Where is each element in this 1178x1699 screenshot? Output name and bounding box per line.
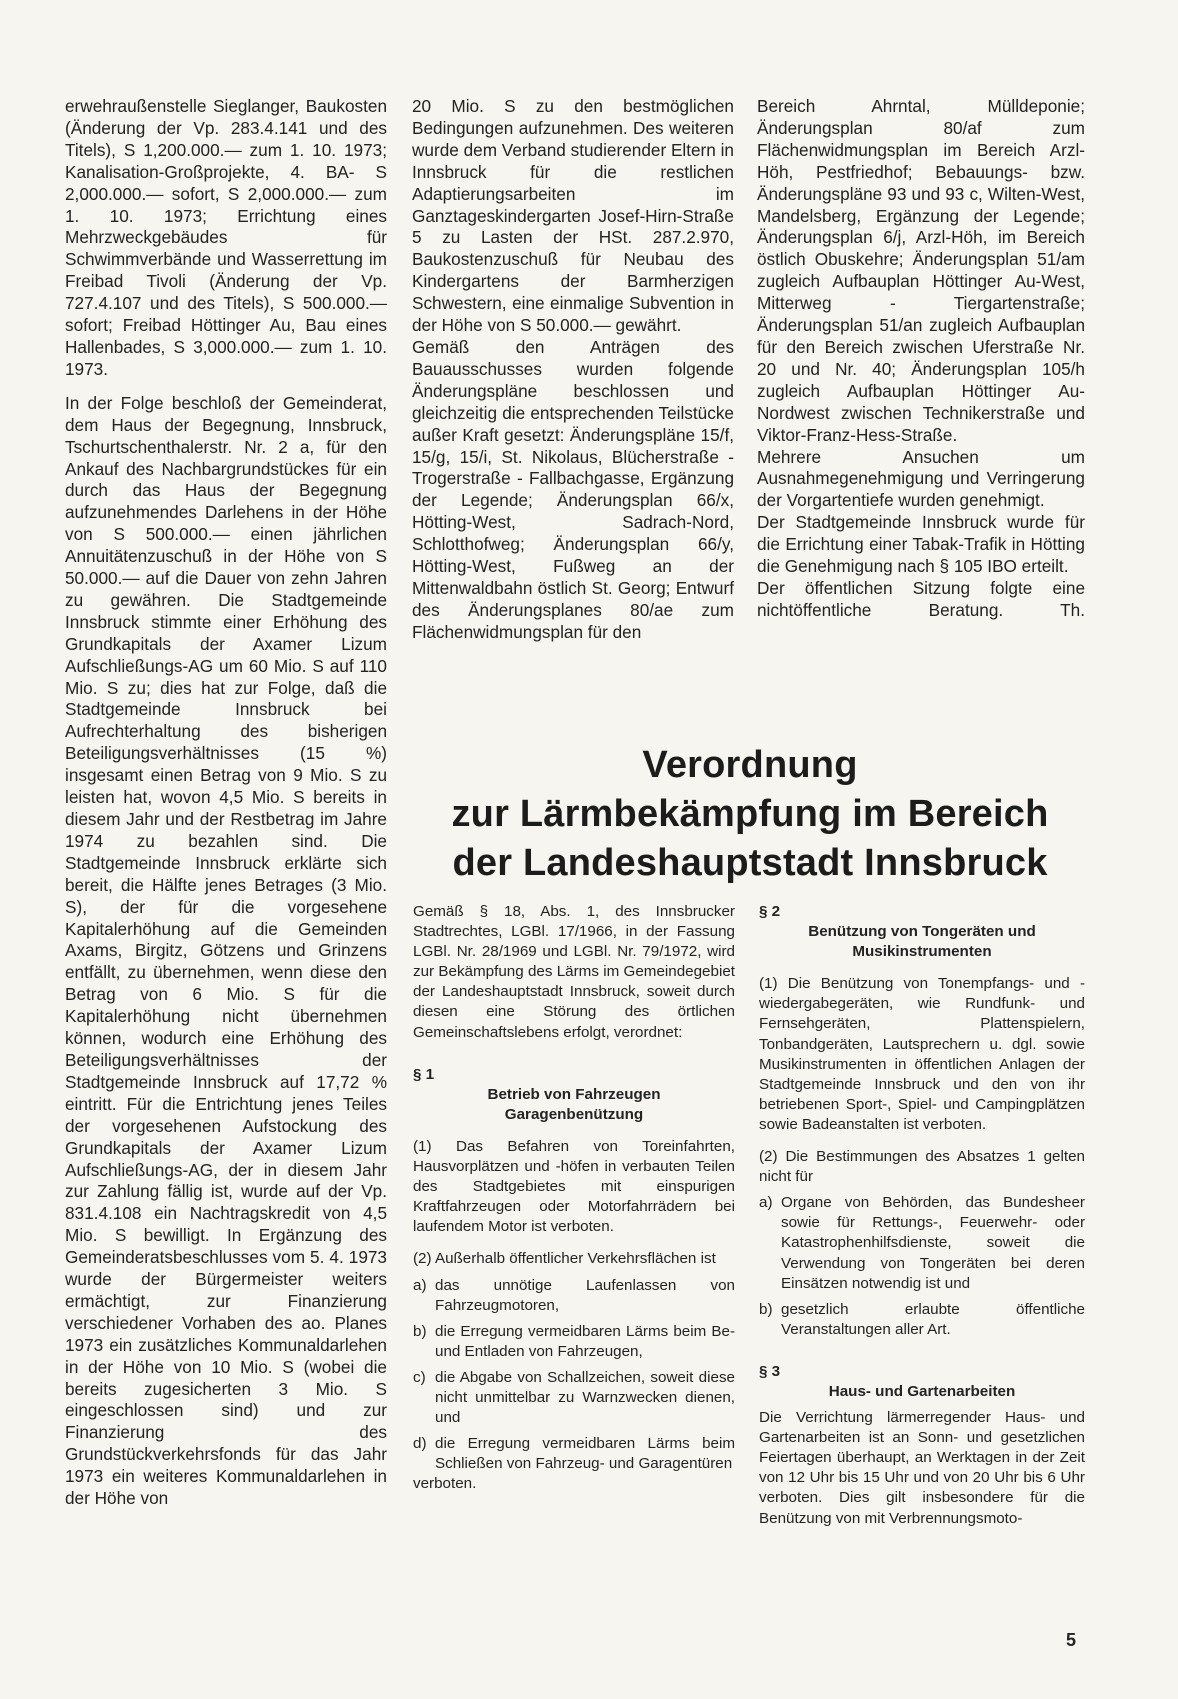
section-2-paragraph-2: (2) Die Bestimmungen des Absatzes 1 gelten nicht für (759, 1148, 1085, 1186)
section-1-number: § 1 (413, 1065, 435, 1083)
section-2-item-b (759, 1300, 1085, 1340)
col3-paragraph-4 (757, 578, 1085, 622)
section-2-item-a (759, 1193, 1085, 1293)
item-label: c) (413, 1368, 426, 1386)
item-text: die Erregung vermeidbaren Lärms beim Schließen von Fahrzeug- und Garagentüren (435, 1435, 735, 1473)
item-text: die Abgabe von Schallzeichen, soweit diese nicht unmittelbar zu Warnzwecken dienen, und (435, 1368, 735, 1427)
ordinance-intro: Gemäß § 18, Abs. 1, des Innsbrucker Stadtrechtes, LGBl. 17/1966, in der Fassung LGBl. Nr. 28/1969 und LGBl. Nr. 79/1972, wird zur Bekämpfung des Lärms im Gemeindegebiet der Landeshauptstadt Innsbruck, soweit durch diesen eine Störung des örtlichen Gemeinschaftslebens erfolgt, verordnet: (413, 903, 735, 1041)
headline-line-1: Verordnung (642, 744, 858, 786)
col1-paragraph-2: In der Folge beschloß der Gemeinderat, dem Haus der Begegnung, Innsbruck, Tschurtschenthalerstr. Nr. 2 a, für den Ankauf des Nachbargrundstückes für ein durch das Haus der Begegnung aufzunehmendes Darlehens in der Höhe von S 500.000.— einen jährlichen Annuitätenzuschuß in der Höhe von S 50.000.— auf die Dauer von zehn Jahren zu gewähren. Die Stadtgemeinde Innsbruck stimmte einer Erhöhung des Grundkapitals der Axamer Lizum Aufschließungs-AG um 60 Mio. S auf 110 Mio. S zu; dies hat zur Folge, daß die Stadtgemeinde Innsbruck bei Aufrechterhaltung des bisherigen Beteiligungsverhältnisses (15 %) insgesamt einen Betrag von 9 Mio. S zu leisten hat, wovon 4,5 Mio. S bereits in diesem Jahr und der Restbetrag im Jahre 1974 zu bezahlen sind. Die Stadtgemeinde Innsbruck erklärte sich bereit, die Hälfte jenes Betrages (3 Mio. S), der für die vorgesehene Kapitalerhöhung auf die Gemeinden Axams, Birgitz, Götzens und Grinzens entfällt, zu übernehmen, wenn diese den Betrag von 6 Mio. S für die Kapitalerhöhung nicht übernehmen können, wodurch eine Erhöhung des Beteiligungsverhältnisses der Stadtgemeinde Innsbruck auf 17,72 % eintritt. Für die Entrichtung jenes Teiles der vorgesehenen Aufstockung des Grundkapitals der Axamer Lizum Aufschließungs-AG, der in diesem Jahr zur Zahlung fällig ist, wurde auf der Vp. 831.4.108 ein Nachtragskredit von 4,5 Mio. S bewilligt. In Ergänzung des Gemeinderatsbeschlusses vom 5. 4. 1973 wurde der Bürgermeister weiters ermächtigt, zur Finanzierung verschiedener Vorhaben des ao. Planes 1973 ein zusätzliches Kommunaldarlehen in der Höhe von 10 Mio. S (wobei die bereits zugesicherten 3 Mio. S eingeschlossen sind) und zur Finanzierung des Grundstückverkehrsfonds für das Jahr 1973 ein weiteres Kommunaldarlehen in der Höhe von (65, 392, 387, 1509)
section-3-paragraph-1: Die Verrichtung lärmerregender Haus- und Gartenarbeiten ist an Sonn- und gesetzlichen Feiertagen überhaupt, an Werktagen in der Zeit von 12 Uhr bis 15 Uhr und von 20 Uhr bis 6 Uhr verboten. Dies gilt insbesondere für die Benützung von mit Verbrennungsmoto- (759, 1409, 1085, 1527)
section-1-item-d (413, 1434, 735, 1474)
item-label: a) (759, 1194, 773, 1212)
ordinance-column-left (413, 902, 735, 1494)
col3-closing-text: Der öffentlichen Sitzung folgte eine nichtöffentliche Beratung. (757, 577, 1085, 620)
item-text: Organe von Behörden, das Bundesheer sowie für Rettungs-, Feuerwehr- oder Katastrophenhilfsdienste, soweit die Verwendung von Tongeräten bei deren Einsätzen notwendig ist und (781, 1194, 1085, 1292)
item-text: das unnötige Laufenlassen von Fahrzeugmotoren, (435, 1276, 735, 1314)
item-label: b) (759, 1300, 773, 1318)
column-middle (412, 96, 734, 644)
page-number: 5 (1066, 1630, 1077, 1650)
col3-paragraph-2: Mehrere Ansuchen um Ausnahmegenehmigung und Verringerung der Vorgartentiefe wurden genehmigt. (757, 446, 1085, 511)
section-2-title: Benützung von Tongeräten und Musikinstrumenten (808, 923, 1036, 961)
section-1-item-c (413, 1368, 735, 1428)
item-label: d) (413, 1435, 427, 1453)
headline-line-2: zur Lärmbekämpfung im Bereich (451, 793, 1049, 835)
item-text: die Erregung vermeidbaren Lärms beim Be- und Entladen von Fahrzeugen, (435, 1322, 735, 1360)
section-3-number: § 3 (759, 1362, 781, 1380)
column-left (65, 96, 387, 1510)
ordinance-column-right (759, 902, 1085, 1529)
col2-paragraph-2: Gemäß den Anträgen des Bauausschusses wurden folgende Änderungspläne beschlossen und gleichzeitig die entsprechenden Teilstücke außer Kraft gesetzt: Änderungspläne 15/f, 15/g, 15/i, St. Nikolaus, Blücherstraße - Trogerstraße - Fallbachgasse, Ergänzung der Legende; Änderungsplan 66/x, Hötting-West, Sadrach-Nord, Schlotthofweg; Änderungsplan 66/y, Hötting-West, Fußweg an der Mittenwaldbahn östlich St. Georg; Entwurf des Änderungsplanes 80/ae zum Flächenwidmungsplan für den (412, 336, 734, 642)
section-1-closing: verboten. (413, 1475, 477, 1493)
col3-paragraph-1: Bereich Ahrntal, Mülldeponie; Änderungsplan 80/af zum Flächenwidmungsplan im Bereich Arzl-Höh, Pestfriedhof; Bebauungs- bzw. Änderungspläne 93 und 93 c, Wilten-West, Mandelsberg, Ergänzung der Legende; Änderungsplan 6/j, Arzl-Höh, im Bereich östlich Obuskehre; Änderungsplan 51/am zugleich Aufbauplan Höttinger Au-West, Mitterweg - Tiergartenstraße; Änderungsplan 51/an zugleich Aufbauplan für den Bereich zwischen Uferstraße Nr. 20 und Nr. 40; Änderungsplan 105/h zugleich Aufbauplan Höttinger Au-Nordwest zwischen Technikerstraße und Viktor-Franz-Hess-Straße. (757, 96, 1085, 445)
section-1-item-a (413, 1276, 735, 1316)
section-1-paragraph-1: (1) Das Befahren von Toreinfahrten, Hausvorplätzen und -höfen in verbauten Teilen des Stadtgebietes mit einspurigen Kraftfahrzeugen oder Motorfahrrädern bei laufendem Motor ist verboten. (413, 1137, 735, 1236)
section-1-title: Betrieb von Fahrzeugen Garagenbenützung (487, 1085, 661, 1123)
column-right (757, 96, 1085, 622)
section-2-paragraph-1: (1) Die Benützung von Tonempfangs- und -wiedergabegeräten, wie Rundfunk- und Fernsehgeräten, Plattenspielern, Tonbandgeräten, Lautsprechern u. dgl. sowie Musikinstrumenten in öffentlichen Anlagen der Stadtgemeinde Innsbruck und den von ihr betriebenen Sport-, Spiel- und Campingplätzen sowie Badeanstalten ist verboten. (759, 975, 1085, 1133)
col1-paragraph-1: erwehraußenstelle Sieglanger, Baukosten (Änderung der Vp. 283.4.141 und des Titels), S 1,200.000.— zum 1. 10. 1973; Kanalisation-Großprojekte, 4. BA- S 2,000.000.— sofort, S 2,000.000.— zum 1. 10. 1973; Errichtung eines Mehrzweckgebäudes für Schwimmverbände und Wasserrettung im Freibad Tivoli (Änderung der Vp. 727.4.107 und des Titels), S 500.000.— sofort; Freibad Höttinger Au, Bau eines Hallenbades, S 3,000.000.— zum 1. 10. 1973. (65, 96, 387, 379)
headline-line-3: der Landeshauptstadt Innsbruck (452, 842, 1048, 884)
section-2-number: § 2 (759, 903, 781, 920)
col3-paragraph-3: Der Stadtgemeinde Innsbruck wurde für die Errichtung einer Tabak-Trafik in Hötting die Genehmigung nach § 105 IBO erteilt. (757, 512, 1085, 577)
col2-paragraph-1: 20 Mio. S zu den bestmöglichen Bedingungen aufzunehmen. Des weiteren wurde dem Verband studierender Eltern in Innsbruck für die restlichen Adaptierungsarbeiten im Ganztageskindergarten Josef-Hirn-Straße 5 zu Lasten der HSt. 287.2.970, Baukostenzuschuß für Neubau des Kindergartens der Barmherzigen Schwestern, eine einmalige Subvention in der Höhe von S 50.000.— gewährt. (412, 96, 734, 336)
item-label: b) (413, 1322, 427, 1340)
author-signature: Th. (1060, 599, 1085, 620)
ordinance-headline (400, 741, 1100, 888)
section-1-item-b (413, 1322, 735, 1362)
item-label: a) (413, 1276, 427, 1294)
section-3-title: Haus- und Gartenarbeiten (828, 1382, 1016, 1400)
section-1-paragraph-2: (2) Außerhalb öffentlicher Verkehrsflächen ist (413, 1250, 716, 1268)
item-text: gesetzlich erlaubte öffentliche Veranstaltungen aller Art. (781, 1300, 1085, 1338)
